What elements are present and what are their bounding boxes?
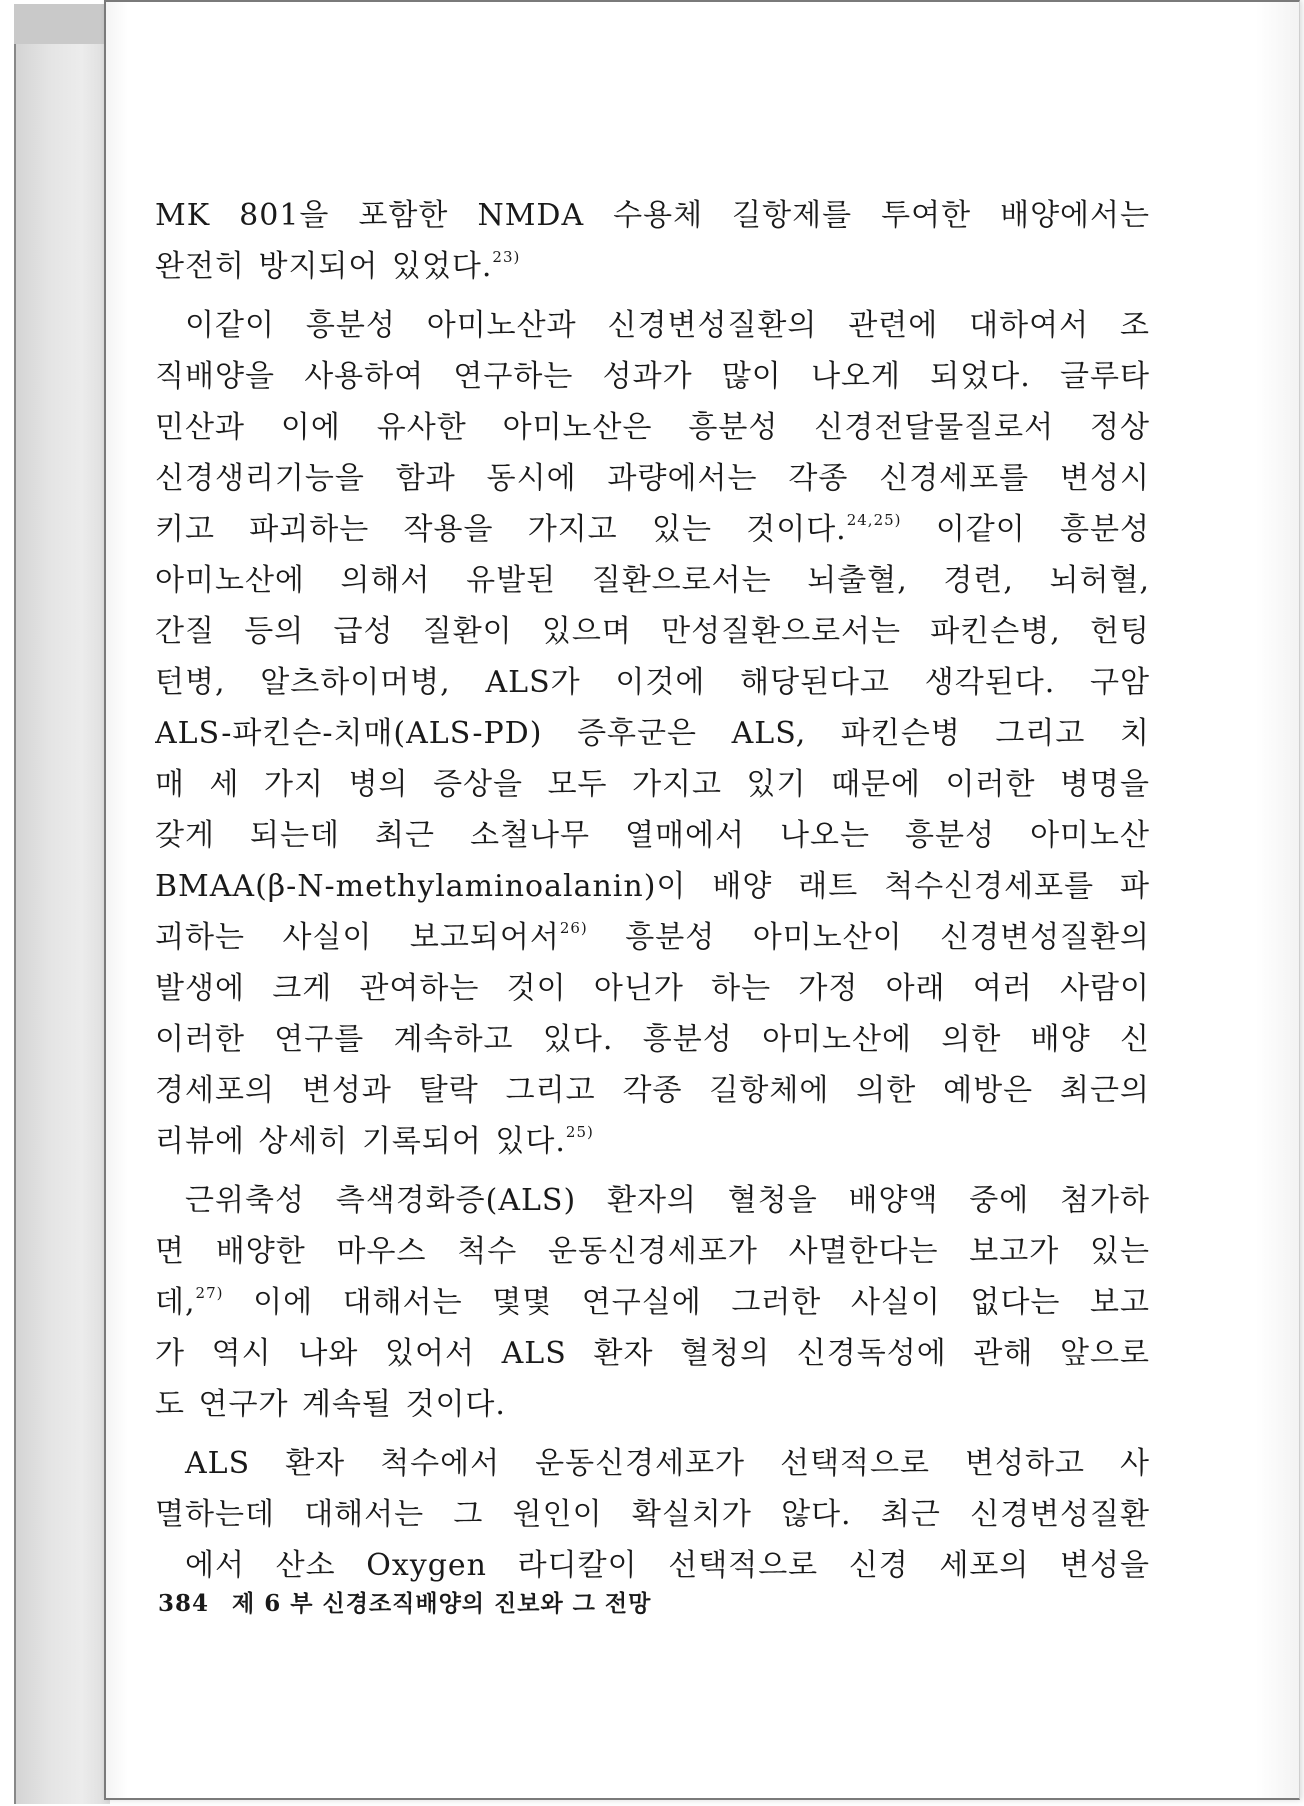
page-number: 384	[158, 1590, 210, 1617]
line-text: 도 연구가 계속될 것이다.	[155, 1387, 506, 1422]
book-spine-top	[14, 4, 110, 48]
text-line	[155, 190, 1150, 241]
line-text: 면 배양한 마우스 척수 운동신경세포가 사멸한다는 보고가 있는	[155, 1234, 1150, 1269]
text-line	[155, 759, 1150, 810]
line-text: BMAA(β-N-methylaminoalanin)이 배양 래트 척수신경세포를 파	[155, 869, 1150, 904]
text-line	[155, 912, 1150, 963]
line-text: 경세포의 변성과 탈락 그리고 각종 길항체에 의한 예방은 최근의	[155, 1073, 1150, 1108]
line-text: 직배양을 사용하여 연구하는 성과가 많이 나오게 되었다. 글루타	[155, 359, 1150, 394]
reference-superscript: 23)	[492, 248, 521, 266]
text-line	[155, 1438, 1150, 1489]
line-text: 민산과 이에 유사한 아미노산은 흥분성 신경전달물질로서 정상	[155, 410, 1150, 445]
text-line	[155, 351, 1150, 402]
line-text: ALS-파킨슨-치매(ALS-PD) 증후군은 ALS, 파킨슨병 그리고 치	[155, 716, 1150, 751]
text-line	[155, 1489, 1150, 1540]
text-line	[155, 657, 1150, 708]
line-text: 가 역시 나와 있어서 ALS 환자 혈청의 신경독성에 관해 앞으로	[155, 1336, 1150, 1371]
line-text: 이같이 흥분성 아미노산과 신경변성질환의 관련에 대하여서 조	[185, 308, 1150, 343]
text-line	[155, 963, 1150, 1014]
line-text: 간질 등의 급성 질환이 있으며 만성질환으로서는 파킨슨병, 헌팅	[155, 614, 1150, 649]
line-text: MK 801을 포함한 NMDA 수용체 길항제를 투여한 배양에서는	[155, 198, 1150, 233]
reference-superscript: 27)	[195, 1284, 224, 1302]
line-text: 이러한 연구를 계속하고 있다. 흥분성 아미노산에 의한 배양 신	[155, 1022, 1150, 1057]
text-line	[155, 1277, 1150, 1328]
text-line	[155, 241, 1150, 292]
line-text: 완전히 방지되어 있었다.	[155, 249, 493, 284]
text-line	[155, 708, 1150, 759]
text-line	[155, 504, 1150, 555]
text-line	[155, 1014, 1150, 1065]
text-line	[155, 402, 1150, 453]
text-line	[155, 300, 1150, 351]
text-line	[155, 453, 1150, 504]
text-line	[155, 1379, 1150, 1430]
line-text: ALS 환자 척수에서 운동신경세포가 선택적으로 변성하고 사	[185, 1446, 1150, 1481]
text-line	[155, 1226, 1150, 1277]
text-line	[155, 555, 1150, 606]
running-title: 제 6 부 신경조직배양의 진보와 그 전망	[232, 1590, 652, 1617]
book-spine	[14, 44, 110, 1804]
text-line	[155, 1065, 1150, 1116]
line-text: 턴병, 알츠하이머병, ALS가 이것에 해당된다고 생각된다. 구암	[155, 665, 1150, 700]
text-line	[155, 606, 1150, 657]
line-text-continued: 흥분성 아미노산이 신경변성질환의	[587, 920, 1150, 955]
text-line	[155, 1116, 1150, 1167]
text-line	[155, 1175, 1150, 1226]
text-line	[155, 810, 1150, 861]
reference-superscript: 24,25)	[846, 511, 902, 529]
text-line	[155, 1328, 1150, 1379]
line-text: 괴하는 사실이 보고되어서	[155, 920, 560, 955]
line-text: 신경생리기능을 함과 동시에 과량에서는 각종 신경세포를 변성시	[155, 461, 1150, 496]
line-text: 매 세 가지 병의 증상을 모두 가지고 있기 때문에 이러한 병명을	[155, 767, 1150, 802]
line-text: 발생에 크게 관여하는 것이 아닌가 하는 가정 아래 여러 사람이	[155, 971, 1150, 1006]
line-text: 키고 파괴하는 작용을 가지고 있는 것이다.	[155, 512, 847, 547]
line-text: 리뷰에 상세히 기록되어 있다.	[155, 1124, 566, 1159]
line-text: 근위축성 측색경화증(ALS) 환자의 혈청을 배양액 중에 첨가하	[185, 1183, 1150, 1218]
line-text: 갖게 되는데 최근 소철나무 열매에서 나오는 흥분성 아미노산	[155, 818, 1150, 853]
line-text-continued: 이에 대해서는 몇몇 연구실에 그러한 사실이 없다는 보고	[223, 1285, 1150, 1320]
line-text: 에서 산소 Oxygen 라디칼이 선택적으로 신경 세포의 변성을	[185, 1548, 1150, 1583]
line-text-continued: 이같이 흥분성	[901, 512, 1150, 547]
page-footer	[158, 1585, 651, 1618]
body-text	[155, 190, 1150, 1591]
line-text: 멸하는데 대해서는 그 원인이 확실치가 않다. 최근 신경변성질환	[155, 1497, 1150, 1532]
text-line	[155, 1540, 1150, 1591]
reference-superscript: 25)	[565, 1123, 594, 1141]
line-text: 데,	[155, 1285, 196, 1320]
reference-superscript: 26)	[559, 919, 588, 937]
text-line	[155, 861, 1150, 912]
line-text: 아미노산에 의해서 유발된 질환으로서는 뇌출혈, 경련, 뇌허혈,	[155, 563, 1150, 598]
